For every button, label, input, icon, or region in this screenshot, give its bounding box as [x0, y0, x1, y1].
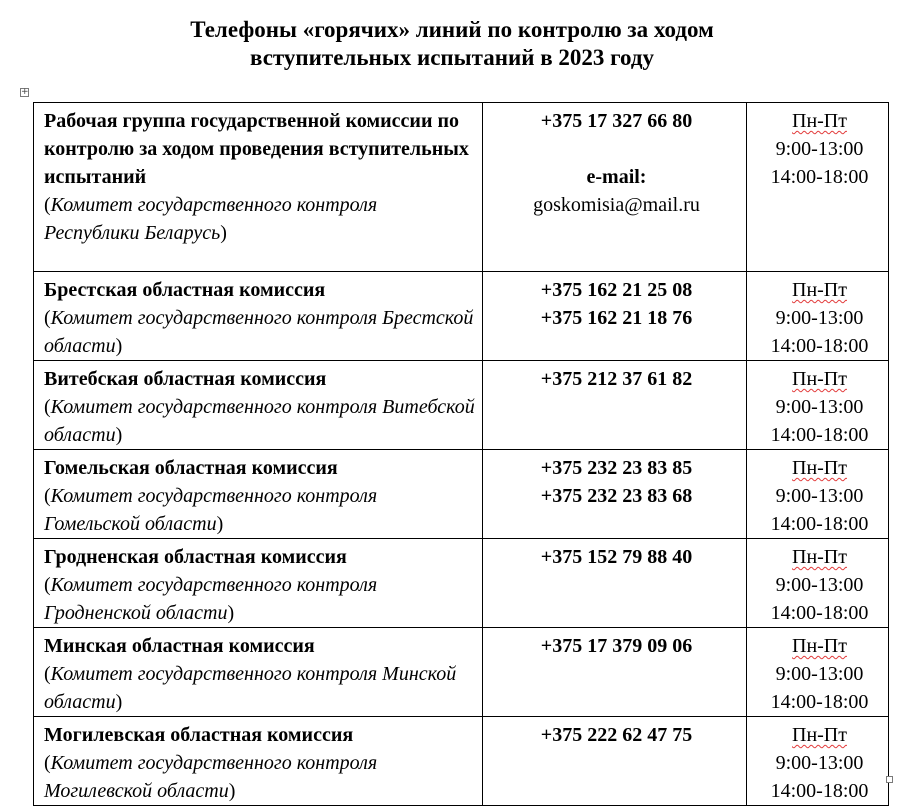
- organization-note: (Комитет государственного контроля Минской области): [44, 663, 457, 713]
- working-days: Пн-Пт: [792, 635, 847, 657]
- hours-cell: [747, 717, 889, 806]
- table-row: [34, 628, 889, 717]
- organization-name: Гродненская областная комиссия: [44, 546, 347, 568]
- email-label: e-mail:: [586, 166, 647, 188]
- document-title: [0, 16, 904, 72]
- hours-afternoon: 14:00-18:00: [770, 780, 869, 802]
- contacts-cell: [483, 272, 747, 361]
- organization-cell: [34, 628, 483, 717]
- phone-number[interactable]: +375 17 327 66 80: [540, 110, 693, 132]
- phone-number[interactable]: +375 212 37 61 82: [540, 368, 693, 390]
- phone-number[interactable]: +375 17 379 09 06: [540, 635, 693, 657]
- table-move-handle-icon[interactable]: +: [21, 87, 29, 97]
- hours-cell: [747, 450, 889, 539]
- hours-afternoon: 14:00-18:00: [770, 335, 869, 357]
- organization-note: (Комитет государственного контроля Республики Беларусь): [44, 194, 378, 244]
- table-row: [34, 272, 889, 361]
- hours-afternoon: 14:00-18:00: [770, 691, 869, 713]
- table-row: [34, 450, 889, 539]
- table-row: [34, 103, 889, 272]
- organization-note: (Комитет государственного контроля Гродненской области): [44, 574, 378, 624]
- hours-morning: 9:00-13:00: [775, 752, 864, 774]
- contacts-cell: [483, 361, 747, 450]
- organization-cell: [34, 361, 483, 450]
- hours-afternoon: 14:00-18:00: [770, 513, 869, 535]
- phone-number[interactable]: +375 232 23 83 85: [540, 457, 693, 479]
- table-row: [34, 717, 889, 806]
- table-row: [34, 539, 889, 628]
- hours-afternoon: 14:00-18:00: [770, 166, 869, 188]
- organization-cell: [34, 103, 483, 272]
- contacts-cell: [483, 628, 747, 717]
- hours-morning: 9:00-13:00: [775, 307, 864, 329]
- contacts-cell: [483, 539, 747, 628]
- phone-number[interactable]: +375 232 23 83 68: [540, 485, 693, 507]
- organization-cell: [34, 450, 483, 539]
- phone-number[interactable]: +375 152 79 88 40: [540, 546, 693, 568]
- email-address[interactable]: goskomisia@mail.ru: [533, 194, 700, 216]
- organization-note: (Комитет государственного контроля Гомельской области): [44, 485, 378, 535]
- table-row: [34, 361, 889, 450]
- organization-cell: [34, 272, 483, 361]
- hours-cell: [747, 539, 889, 628]
- organization-name: Минская областная комиссия: [44, 635, 315, 657]
- contacts-cell: [483, 450, 747, 539]
- organization-name: Рабочая группа государственной комиссии по контролю за ходом проведения вступительных испытаний: [44, 110, 469, 188]
- hours-cell: [747, 361, 889, 450]
- phone-number[interactable]: +375 162 21 18 76: [540, 307, 693, 329]
- working-days: Пн-Пт: [792, 546, 847, 568]
- hours-morning: 9:00-13:00: [775, 138, 864, 160]
- working-days: Пн-Пт: [792, 457, 847, 479]
- hours-cell: [747, 628, 889, 717]
- working-days: Пн-Пт: [792, 368, 847, 390]
- organization-name: Брестская областная комиссия: [44, 279, 326, 301]
- phone-number[interactable]: +375 162 21 25 08: [540, 279, 693, 301]
- organization-name: Витебская областная комиссия: [44, 368, 327, 390]
- working-days: Пн-Пт: [792, 110, 847, 132]
- contacts-cell: [483, 103, 747, 272]
- hours-morning: 9:00-13:00: [775, 663, 864, 685]
- hotlines-table: [33, 102, 889, 806]
- title-line-2: вступительных испытаний в 2023 году: [250, 45, 654, 70]
- hours-morning: 9:00-13:00: [775, 485, 864, 507]
- organization-note: (Комитет государственного контроля Могилевской области): [44, 752, 378, 802]
- organization-cell: [34, 717, 483, 806]
- table-resize-handle-icon[interactable]: [886, 776, 893, 783]
- hours-cell: [747, 272, 889, 361]
- phone-number[interactable]: +375 222 62 47 75: [540, 724, 693, 746]
- hours-afternoon: 14:00-18:00: [770, 424, 869, 446]
- working-days: Пн-Пт: [792, 724, 847, 746]
- hours-morning: 9:00-13:00: [775, 574, 864, 596]
- organization-cell: [34, 539, 483, 628]
- title-line-1: Телефоны «горячих» линий по контролю за ходом: [190, 17, 714, 42]
- hours-morning: 9:00-13:00: [775, 396, 864, 418]
- organization-name: Гомельская областная комиссия: [44, 457, 338, 479]
- organization-note: (Комитет государственного контроля Брестской области): [44, 307, 474, 357]
- hours-cell: [747, 103, 889, 272]
- contacts-cell: [483, 717, 747, 806]
- organization-name: Могилевская областная комиссия: [44, 724, 354, 746]
- working-days: Пн-Пт: [792, 279, 847, 301]
- hours-afternoon: 14:00-18:00: [770, 602, 869, 624]
- organization-note: (Комитет государственного контроля Витебской области): [44, 396, 475, 446]
